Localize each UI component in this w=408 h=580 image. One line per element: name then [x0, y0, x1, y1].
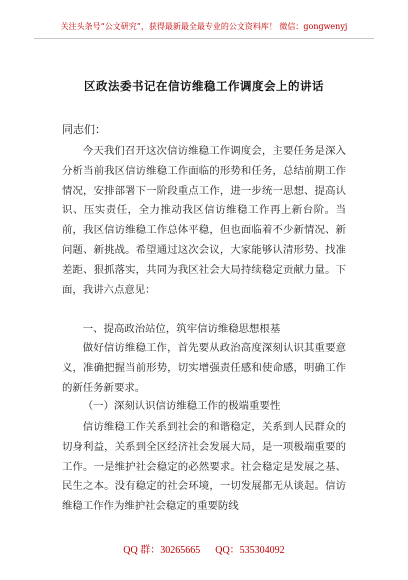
header-banner: 关注头条号“公文研究”，获得最新最全最专业的公文资料库！ 微信：gongwenyj — [60, 22, 348, 31]
salutation: 同志们： — [62, 123, 106, 136]
section-heading-1: 一、提高政治站位，筑牢信访维稳思想根基 — [82, 323, 281, 335]
paragraph-intro: 今天我们召开这次信访维稳工作调度会，主要任务是深入分析当前我区信访维稳工作面临的形势和任务，总结前期工作情况，安排部署下一阶段重点工作，进一步统一思想、提高认识、压实责任，全力推动我区信访维稳工作再上新台阶。当前，我区信访维稳工作总体平稳，但也面临着不少新情况、新问题、新挑战。希望通过这次会议，大家能够认清形势、找准差距、狠抓落实，共同为我区社会大局持续稳定贡献力量。下面，我讲六点意见： — [62, 145, 346, 296]
subsection-heading-1: （一）深刻认识信访维稳工作的极端重要性 — [82, 400, 281, 412]
footer-contact: QQ 群：30265665 QQ：535304092 — [123, 545, 285, 556]
document-title: 区政法委书记在信访维稳工作调度会上的讲话 — [84, 79, 324, 93]
paragraph-subsection-1: 信访维稳工作关系到社会的和谐稳定，关系到人民群众的切身利益，关系到全区经济社会发展大局，是一项极端重要的工作。一是维护社会稳定的必然要求。社会稳定是发展之基、民生之本。没有稳定的社会环境，一切发展都无从谈起。信访维稳工作作为维护社会稳定的重要防线 — [62, 421, 346, 513]
paragraph-section-1: 做好信访维稳工作，首先要从政治高度深刻认识其重要意义，准确把握当前形势，切实增强责任感和使命感，明确工作的新任务新要求。 — [62, 342, 346, 394]
header-divider — [34, 38, 374, 39]
